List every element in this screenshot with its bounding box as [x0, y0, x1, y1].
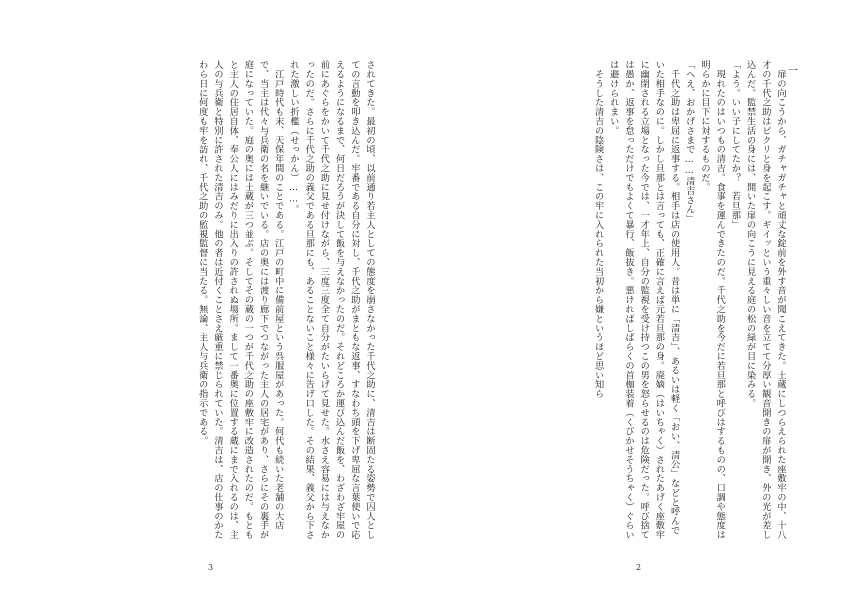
right-page: [425, 0, 850, 600]
left-page-text: [62, 60, 377, 540]
paragraph: されてきた。最初の頃、以前通り若主人としての態度を崩さなかった千代之助に、清吉は断固たる姿勢で囚人としての言動を叩き込んだ。牢番である自分に対し、千代之助がまともな返事、すなわち頭を下げ卑屈な言葉使いで応えるようになるまで、何日だろうが決して飯を与えなかったのだ。それどころか運び込んだ飯を、わざわざ牢屋の前にあぐらをかいて千代之助に見せ付けながら、三度三度全て自分がたいらげて見せた。水さえ容易には与えなかったのだ。さらに千代之助の義父である旦那にも、あることないこと様々に告げ口した。その結果、義父から下された激しい折檻（せっかん）……。: [287, 60, 375, 540]
dialogue-line: 「よう。いい子にしてたか？ 若旦那」: [729, 60, 741, 230]
page-number: 2: [636, 563, 642, 572]
dialogue-line: 「へえ、おかげさまで……清吉さん」: [683, 60, 695, 224]
paragraph: 現れたのはいつもの清吉。食事を運んできたのだ。千代之助を今だに若旦那と呼びはするものの、口調や態度は明らかに目下に対するものだ。: [698, 60, 726, 540]
page-number: 3: [208, 563, 214, 572]
paragraph: 江戸時代も末、天保年間のことである。江戸の町中に備前屋という呉服屋があった。何代も続いた老舗の大店で、当主は代々与兵衛の名を継いでいる。店の奥には渡り廊下でつながった主人の居宅があり、さらにその裏手が庭になっていた。庭の奥には土蔵が三つ並ぶ。そしてその蔵の一つが千代之助の座敷牢に改造されたのだ。もともと主人の住居自体、奉公人にはみだりに出入りの許されぬ場所。まして一番奥に位置する蔵にまで入れるのは、主人の与兵衛と特別に許された清吉のみ。他の者は近付くことさえ厳重に禁じられていた。清吉は、店の仕事のかたわら日に何度も牢を訪れ、千代之助の監視監督に当たる。無論、主人与兵衛の指示である。: [196, 60, 284, 540]
paragraph: そうした清吉の陰険さは、この牢に入れられた当初から嫌というほど思い知ら: [592, 60, 604, 399]
right-page-text: [468, 60, 788, 540]
paragraph: 扉の向こうから、ガチャガチャと頑丈な錠前を外す音が聞こえてきた。土蔵にしつらえられた座敷牢の中、十八才の千代之助はビクリと身を起こす。ギイッという重々しい音を立てて分厚い観音開きの扉が開き、外の光が差し込んだ。監禁生活の身には、開いた扉の向こうに見える庭の松の緑が目に染みる。: [744, 60, 786, 540]
paragraph: 千代之助は卑屈に返事する。相手は店の使用人。昔は単に「清吉」、あるいは軽く「おい、清公」などと呼んでいた相手なのに。しかし旦那とは言っても、正確に言えば元若旦那の身。廃嫡（はいちゃく）されたあげく座敷牢に幽閉される立場となった今では、一才年上、自分の監視を受け持つこの男を怒らせるのは危険だった。呼び捨ては愚か、返事を怠っただけでもよくて暴行、飯抜き。悪ければしばらくの首枷装着（くびかせそうちゃく）ぐらいは避けられまい。: [607, 60, 680, 540]
chapter-mark: 一: [788, 66, 798, 77]
